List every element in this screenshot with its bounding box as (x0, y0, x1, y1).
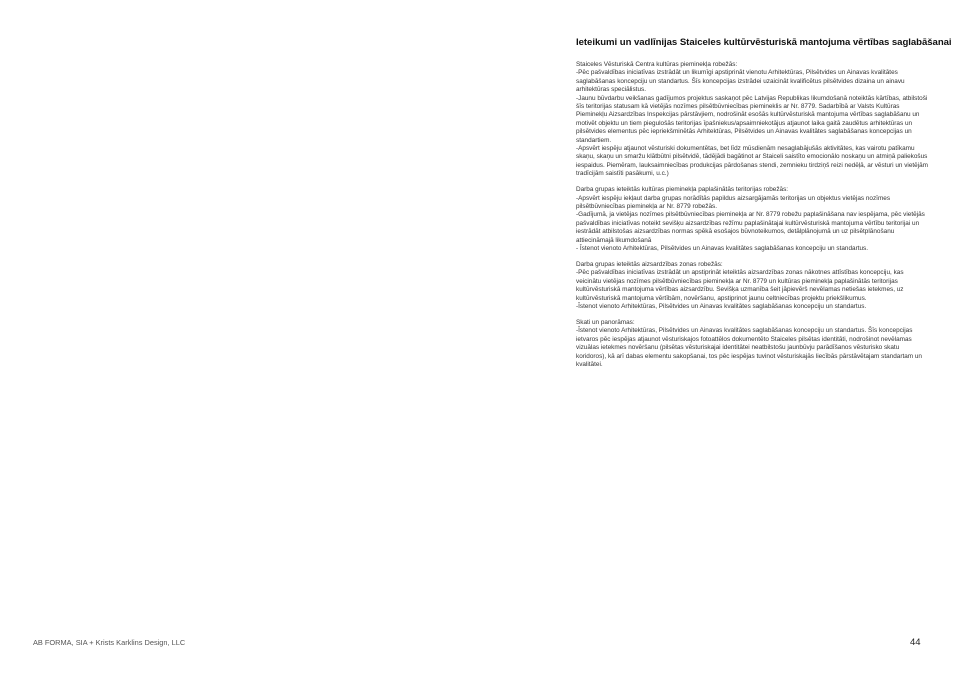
text-column (576, 37, 952, 377)
paragraph: -Jaunu būvdarbu veikšanas gadījumos projektus saskaņot pēc Latvijas Republikas likumdošanā noteiktās kārtības, atbilstoši šīs teritorijas statusam kā vietējās nozīmes pilsētbūvniecības piemineklis ar Nr. 8779. Sadarbībā ar Valsts Kultūras Pieminekļu Aizsardzības Inspekcijas pārstāvjiem, nodrošināt esošās kultūrvēsturiskā mantojuma vērtības saglabāšanu un motivēt objektu un tiem piegulošās teritorijas īpašniekus/apsaimniekotājus atjaunot laika gaitā zaudētus arhitektūras un pilsētvides elementus pēc iepriekšminētās Arhitektūras, Pilsētvides un Ainavas kvalitātes saglabāšanas koncepcijas un standartiem. (576, 94, 928, 144)
section-views-panoramas (576, 319, 929, 369)
section-heading: Staiceles Vēsturiskā Centra kultūras pieminekļa robežās: (576, 61, 738, 68)
paragraph: -Apsvērt iespēju iekļaut darba grupas norādītās papildus aizsargājamās teritorijas un objektus vietējas nozīmes pilsētbūvniecības pieminekļa ar Nr. 8779 robežās. (576, 194, 891, 210)
paragraph: -Apsvērt iespēju atjaunot vēsturiski dokumentētas, bet līdz mūsdienām nesaglabājušās aktivitātes, kas vairotu patīkamu skaņu, skaņu un smaržu klātbūtni pilsētvidē, tādējādi bagātinot ar Staiceli saistīto emocionālo noskaņu un atmiņā paliekošus iespaidus. Piemēram, lauksaimniecības produkcijas pārdošanas stendi, zemnieku tirdziņš reizi nedēļā, ar vēsturi un vietējām tradīcijām saistīti pasākumi, u.c.) (576, 145, 929, 178)
paragraph: -Gadījumā, ja vietējas nozīmes pilsētbūvniecības pieminekļa ar Nr. 8779 robežu paplašināšana nav iespējama, pēc vietējās pašvaldības iniciatīvas noteikt sevišķu aizsardzības režīmu paplašinātajai kultūrvēsturiskā mantojuma vērtību teritorijai un iestrādāt atbilstošas aizsardzības normas spēkā esošajos būvnoteikumos, detālplānojumā un uz pilsētplānošanu attiecināmajā likumdošanā (576, 211, 925, 244)
paragraph: -Īstenot vienoto Arhitektūras, Pilsētvides un Ainavas kvalitātes saglabāšanas koncepciju un standartus. Šīs koncepcijas ietvaros pēc iespējas atjaunot vēsturiskajos fotoattēlos dokumentēto Staiceles pilsētas identitāti, nodrošinot nevēlamas vizuālas ietekmes novēršanu (pilsētas vēsturiskajai identitātei neatbilstošu jaunbūvju parādīšanos vēsturisko skatu koridoros), kā arī dabas elementu sakopšanai, tos pēc iespējas tuvinot vēsturiskajās liecībās pārstāvētajam standartam un kvalitātei. (576, 327, 922, 368)
paragraph: -Pēc pašvaldības iniciatīvas izstrādāt un likumīgi apstiprināt vienotu Arhitektūras, Pilsētvides un Ainavas kvalitātes saglabāšanas koncepciju un standartus. Šīs koncepcijas izstrādei uzaicināt kvalificētus pilsētvides dizaina un ainavu arhitektūras speciālistus. (576, 69, 905, 94)
paragraph: - Īstenot vienoto Arhitektūras, Pilsētvides un Ainavas kvalitātes saglabāšanas koncepciju un standartus. (576, 245, 869, 253)
section-heading: Skati un panorāmas: (576, 318, 635, 326)
paragraph: -Pēc pašvaldības iniciatīvas izstrādāt un apstiprināt ieteiktās aizsardzības zonas nākotnes attīstības koncepciju, kas veicinātu vietējas nozīmes pilsētbūvniecības pieminekļa ar Nr. 8779 un kultūras pieminekļa paplašinātās teritorijas kultūrvēsturiskā mantojuma vērtības aizsardzību. Sevišķa uzmanība šeit jāpievērš nevēlamas netiešas ietekmes, uz kultūrvēsturiskā mantojuma vērtībām, novēršanu, apstiprinot jaunu celtniecības projektu priekšlikumus. (576, 269, 904, 302)
section-protection-zone (576, 261, 929, 311)
paragraph: -Īstenot vienoto Arhitektūras, Pilsētvides un Ainavas kvalitātes saglabāšanas koncepciju un standartus. (576, 302, 867, 310)
section-historic-centre (576, 61, 929, 179)
footer-credit: AB FORMA, SIA + Krists Karklins Design, LLC (33, 638, 186, 647)
page-number: 44 (910, 637, 921, 648)
section-heading: Darba grupas ieteiktās kultūras pieminekļa paplašinātās teritorijas robežās: (576, 186, 789, 194)
page-title: Ieteikumi un vadlīnijas Staiceles kultūrvēsturiskā mantojuma vērtības saglabāšanai (576, 37, 952, 48)
section-heading: Darba grupas ieteiktās aizsardzības zonas robežās: (576, 260, 723, 268)
section-extended-territory (576, 186, 929, 253)
